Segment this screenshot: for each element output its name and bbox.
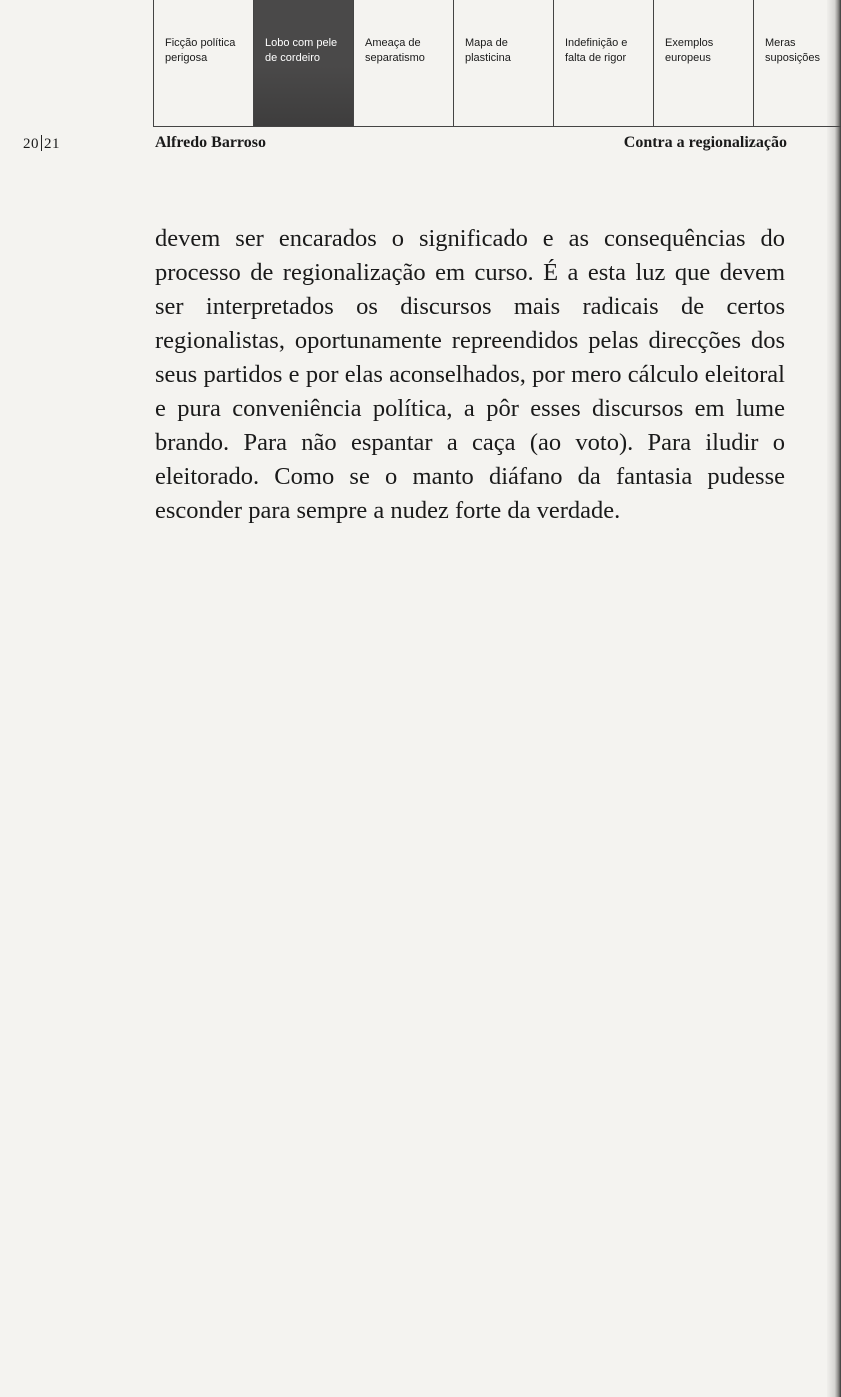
tab-ameaca-de-separatismo[interactable] bbox=[354, 0, 454, 126]
tab-label-line1: Mapa de bbox=[465, 37, 508, 49]
chapter-tabs bbox=[153, 0, 841, 126]
page-numbers bbox=[23, 135, 60, 153]
header-rule bbox=[153, 126, 841, 127]
tab-label-line1: Indefinição e bbox=[565, 37, 628, 49]
paragraph: devem ser encarados o significado e as consequências do processo de regionalização em curso. É a esta luz que devem ser interpretados os discursos mais radicais de certos regionalistas, oportunamente repreendidos pelas direcções dos seus partidos e por elas aconselhados, por mero cálculo eleitoral e pura conveniência política, a pôr esses discursos em lume brando. Para não espantar a caça (ao voto). Para iludir o eleitorado. Como se o manto diáfano da fantasia pudesse esconder para sempre a nudez forte da verdade. bbox=[155, 225, 785, 524]
tab-label-line2: de cordeiro bbox=[265, 52, 321, 64]
tab-label-line1: Ameaça de bbox=[365, 37, 421, 49]
tab-label-line1: Meras bbox=[765, 37, 796, 49]
tab-label-line2: falta de rigor bbox=[565, 52, 627, 64]
running-head-chapter: Contra a regionalização bbox=[623, 134, 787, 151]
page-edge-shadow bbox=[827, 0, 841, 1397]
tab-mapa-de-plasticina[interactable] bbox=[454, 0, 554, 126]
body-text bbox=[155, 222, 785, 528]
tab-indefinicao[interactable] bbox=[554, 0, 654, 126]
tab-label-line2: europeus bbox=[665, 52, 711, 64]
page-number-right: 21 bbox=[44, 136, 60, 152]
tab-label-line1: Exemplos bbox=[665, 37, 714, 49]
tab-label-line2: perigosa bbox=[165, 52, 208, 64]
running-head-author: Alfredo Barroso bbox=[155, 134, 266, 151]
tab-label-line1: Lobo com pele bbox=[265, 37, 338, 49]
tab-meras-suposicoes[interactable] bbox=[754, 0, 841, 126]
page-number-left: 20 bbox=[23, 136, 39, 152]
page-number-divider bbox=[41, 135, 42, 151]
tab-label-line2: plasticina bbox=[465, 52, 511, 64]
tab-exemplos-europeus[interactable] bbox=[654, 0, 754, 126]
tab-label-line2: separatismo bbox=[365, 52, 425, 64]
tab-lobo-com-pele[interactable] bbox=[254, 0, 354, 126]
tab-label-line2: suposições bbox=[765, 52, 821, 64]
tab-label-line1: Ficção política bbox=[165, 37, 236, 49]
tab-ficcao-politica[interactable] bbox=[154, 0, 254, 126]
